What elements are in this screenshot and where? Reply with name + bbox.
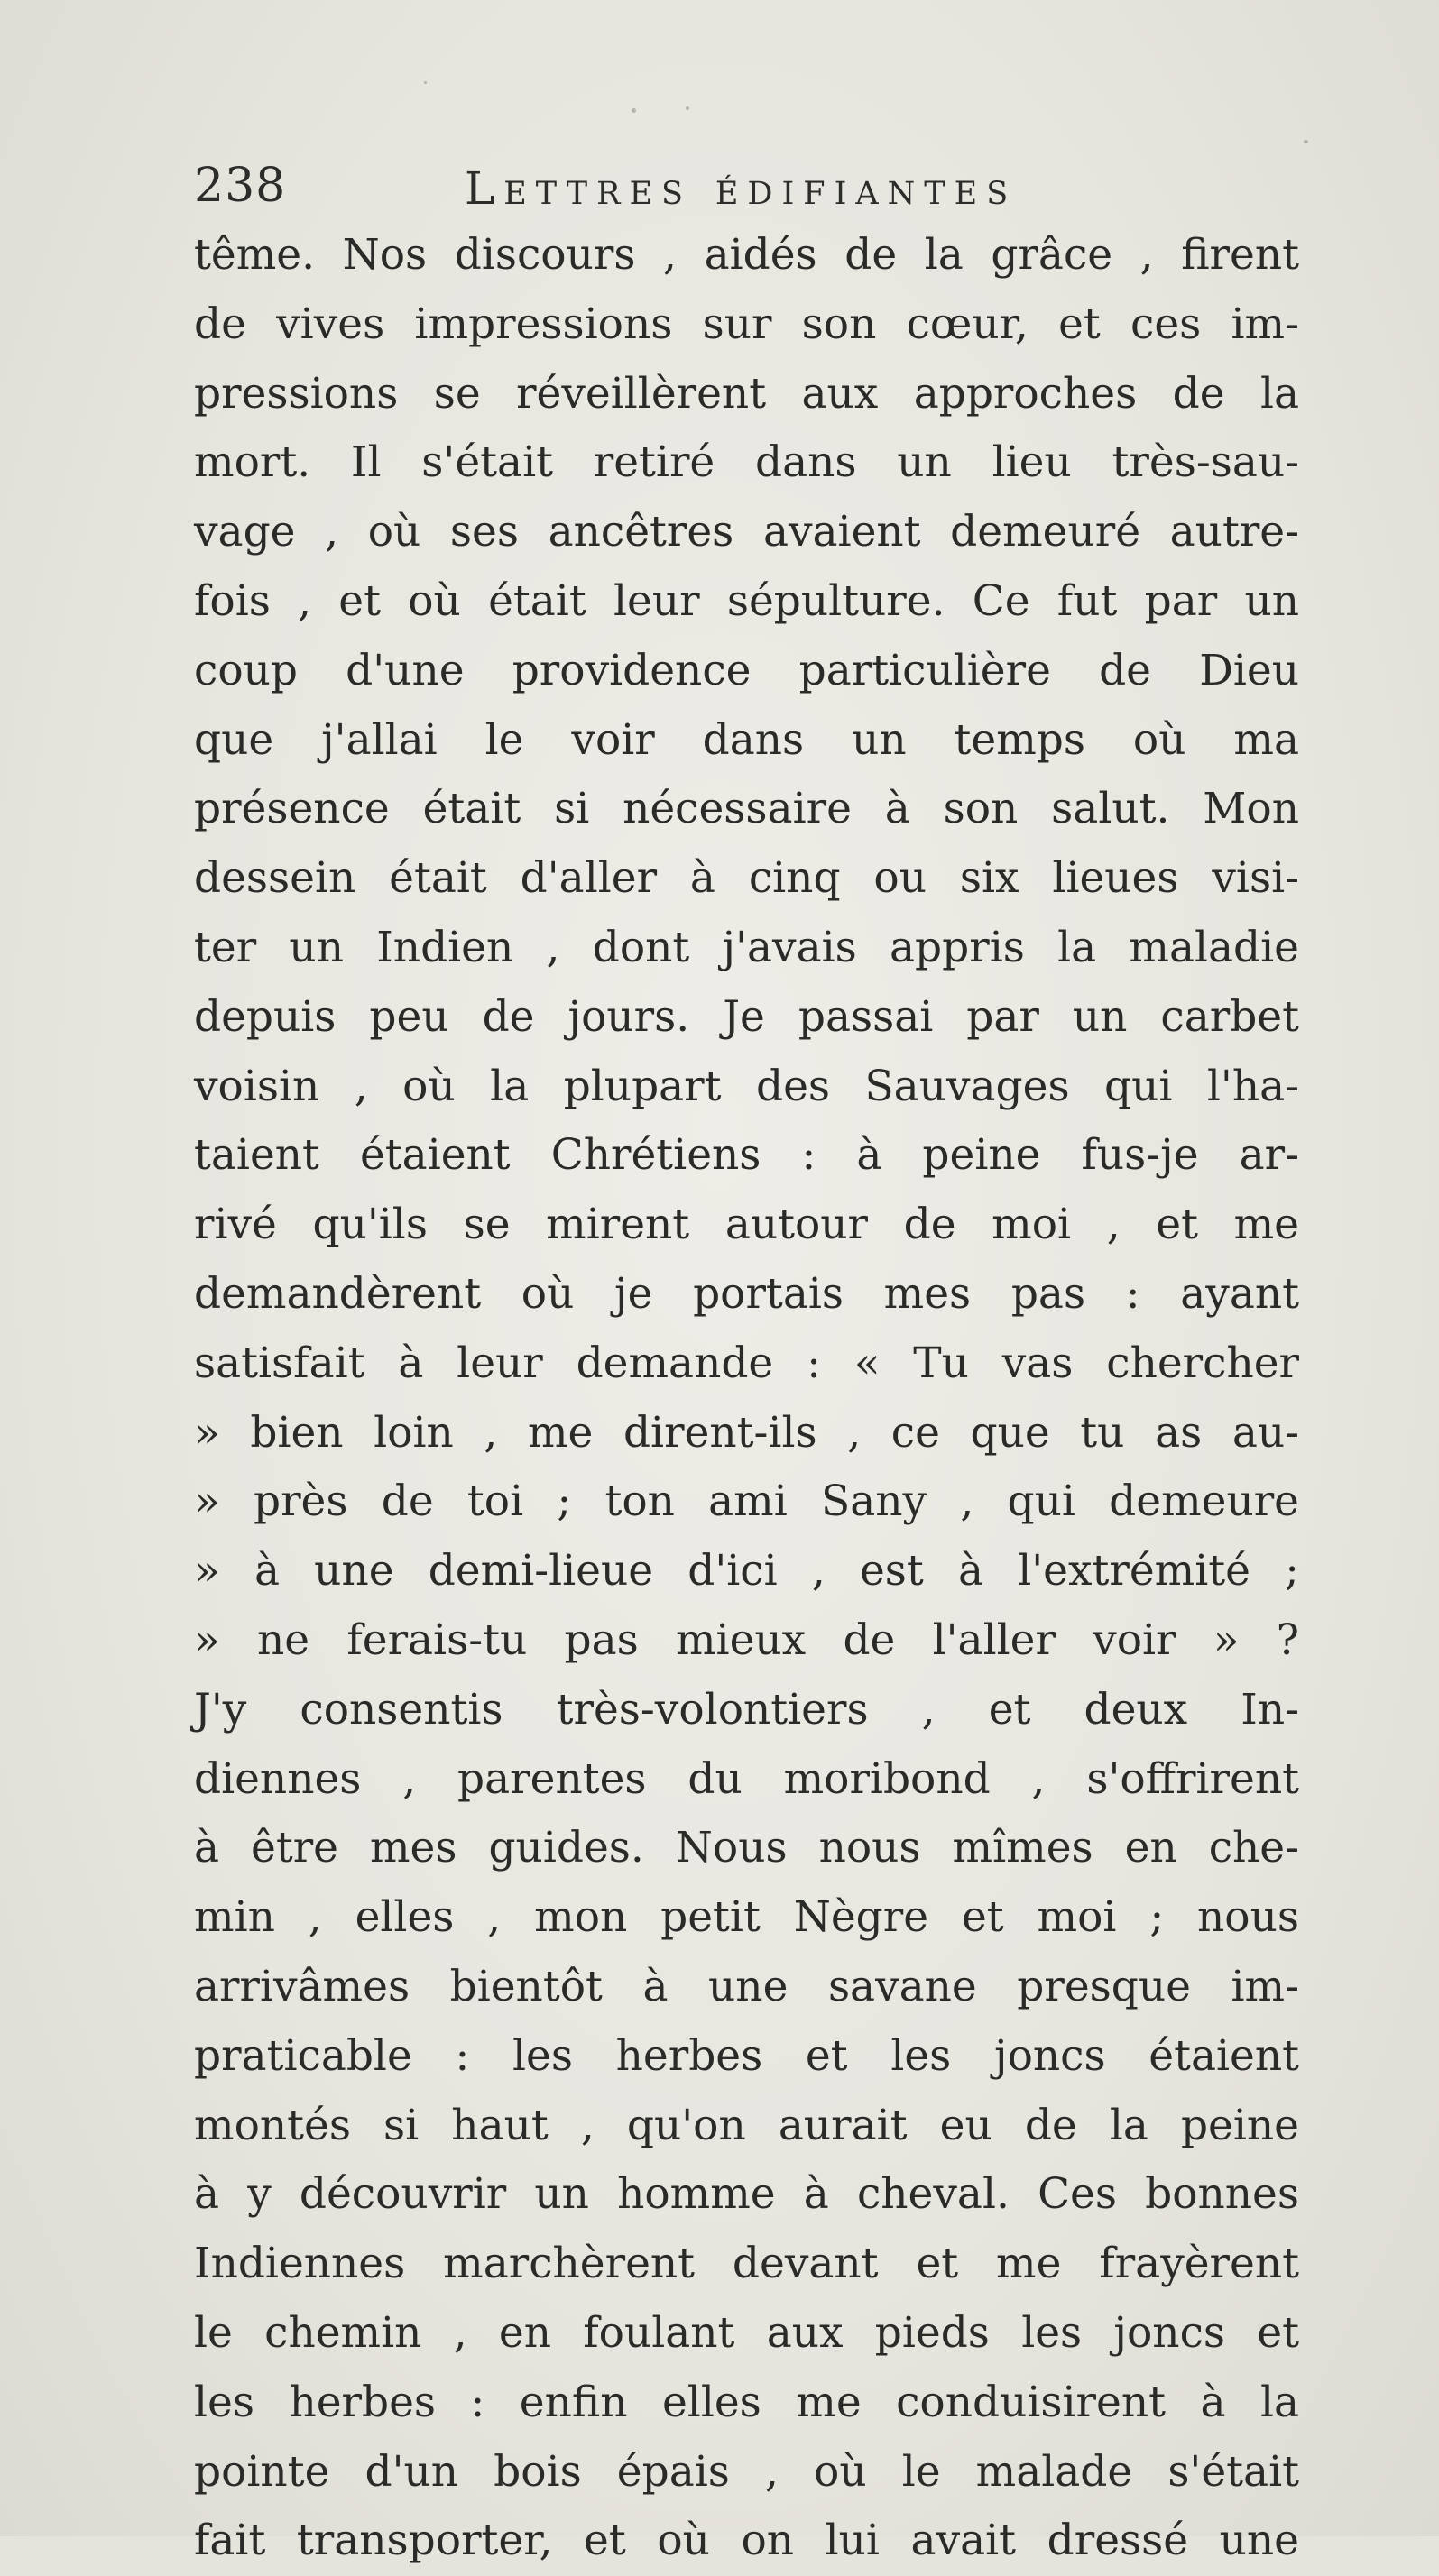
text-line: vage , où ses ancêtres avaient demeuré autre- <box>194 507 1299 557</box>
text-line: que j'allai le voir dans un temps où ma <box>194 714 1299 765</box>
running-title: Lettres édifiantes <box>465 162 1018 215</box>
text-line: voisin , où la plupart des Sauvages qui l'ha- <box>194 1061 1299 1111</box>
text-line: satisfait à leur demande : « Tu vas chercher <box>194 1338 1299 1388</box>
text-line: fait transporter, et où on lui avait dressé une <box>194 2516 1299 2566</box>
text-line: présence était si nécessaire à son salut. Mon <box>194 784 1299 834</box>
text-line: demandèrent où je portais mes pas : ayant <box>194 1268 1299 1319</box>
text-line: pressions se réveillèrent aux approches de la <box>194 368 1299 419</box>
text-line: arrivâmes bientôt à une savane presque im- <box>194 1961 1299 2011</box>
text-line: J'y consentis très-volontiers , et deux In- <box>194 1684 1299 1734</box>
text-line: diennes , parentes du moribond , s'offrirent <box>194 1753 1299 1804</box>
text-line: mort. Il s'était retiré dans un lieu très-sau- <box>194 437 1299 488</box>
paper-speck <box>632 108 636 113</box>
text-line: montés si haut , qu'on aurait eu de la peine <box>194 2100 1299 2150</box>
text-line: ter un Indien , dont j'avais appris la maladie <box>194 922 1299 972</box>
text-line: pointe d'un bois épais , où le malade s'était <box>194 2446 1299 2497</box>
page-number: 238 <box>194 159 287 213</box>
text-line: Indiennes marchèrent devant et me frayèrent <box>194 2239 1299 2289</box>
text-line: à être mes guides. Nous nous mîmes en che- <box>194 1823 1299 1873</box>
page-header <box>194 153 1295 225</box>
text-line: » près de toi ; ton ami Sany , qui demeure <box>194 1477 1299 1527</box>
paper-speck <box>424 81 427 84</box>
text-line: dessein était d'aller à cinq ou six lieues visi- <box>194 853 1299 904</box>
text-line: tême. Nos discours , aidés de la grâce , firent <box>194 230 1299 280</box>
paper-speck <box>686 106 689 110</box>
body-text <box>194 221 1299 2576</box>
paper-speck <box>1304 140 1308 143</box>
text-line: le chemin , en foulant aux pieds les joncs et <box>194 2307 1299 2358</box>
text-line: taient étaient Chrétiens : à peine fus-je ar- <box>194 1130 1299 1181</box>
text-line: de vives impressions sur son cœur, et ces im- <box>194 299 1299 349</box>
text-line: à y découvrir un homme à cheval. Ces bonnes <box>194 2169 1299 2220</box>
text-line: coup d'une providence particulière de Dieu <box>194 645 1299 695</box>
text-line: praticable : les herbes et les joncs étaient <box>194 2030 1299 2081</box>
text-line: » bien loin , me dirent-ils , ce que tu as au- <box>194 1407 1299 1458</box>
text-line: rivé qu'ils se mirent autour de moi , et me <box>194 1200 1299 1250</box>
text-line: min , elles , mon petit Nègre et moi ; nous <box>194 1892 1299 1943</box>
text-line: fois , et où était leur sépulture. Ce fut par un <box>194 575 1299 626</box>
text-line: » à une demi-lieue d'ici , est à l'extrémité ; <box>194 1546 1299 1596</box>
text-line: depuis peu de jours. Je passai par un carbet <box>194 991 1299 1042</box>
text-line: les herbes : enfin elles me conduisirent à la <box>194 2377 1299 2427</box>
text-line: » ne ferais-tu pas mieux de l'aller voir » ? <box>194 1615 1299 1665</box>
